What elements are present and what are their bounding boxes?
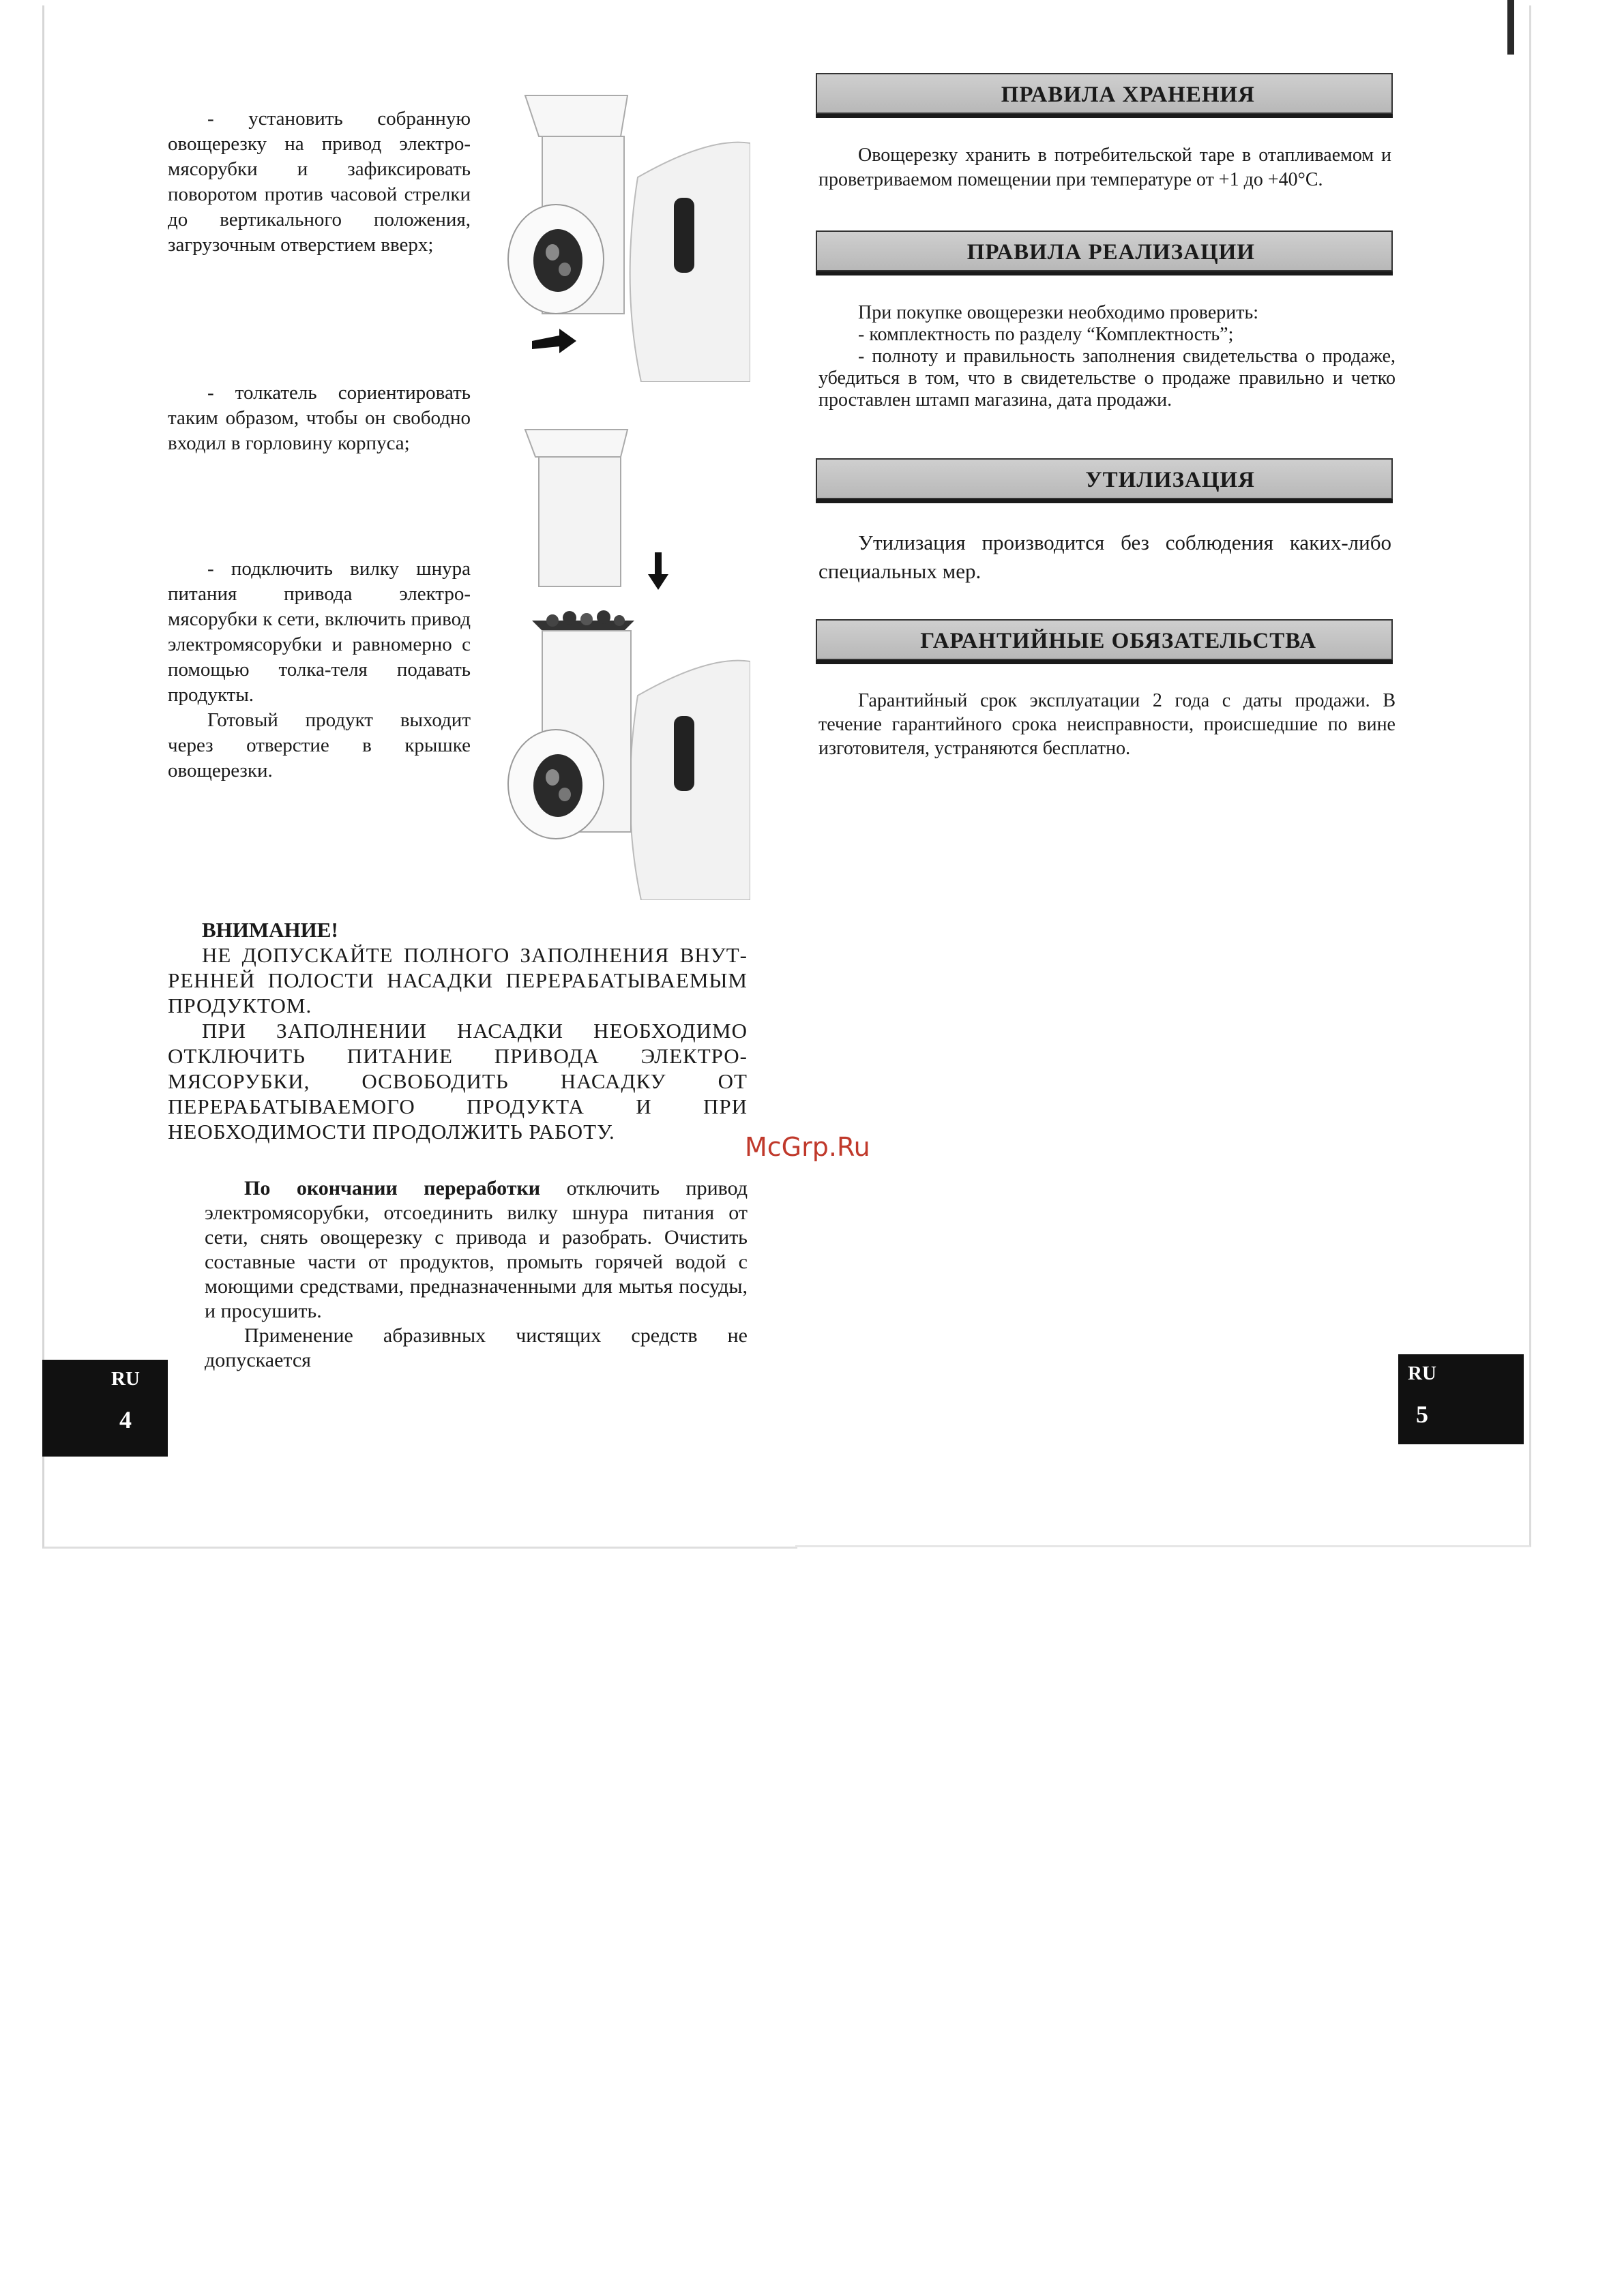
sales-text-block: [818, 302, 1396, 411]
warning-line-2: ПРИ ЗАПОЛНЕНИИ НАСАДКИ НЕОБХОДИМО ОТКЛЮЧИТЬ ПИТАНИЕ ПРИВОДА ЭЛЕКТРО-МЯСОРУБКИ, ОСВОБОДИТЬ НАСАДКУ ОТ ПЕРЕРАБАТЫВАЕМОГО ПРОДУКТА И ПРИ НЕОБХОДИМОСТИ ПРОДОЛЖИТЬ РАБОТУ.: [168, 1019, 748, 1144]
cleaning-lead: По окончании переработки: [244, 1177, 541, 1199]
warning-title: ВНИМАНИЕ!: [202, 918, 338, 942]
step-pusher: - толкатель сориентировать таким образом, чтобы он свободно входил в горловину корпуса;: [168, 382, 471, 454]
page-badge-left: [42, 1360, 168, 1457]
pusher-illustration: [518, 423, 675, 593]
step-pusher-text: [168, 381, 471, 456]
warranty-heading: ГАРАНТИЙНЫЕ ОБЯЗАТЕЛЬСТВА: [816, 619, 1393, 660]
cleaning-block: [205, 1176, 748, 1373]
step-power-result: Готовый продукт выходит через отверстие в крышке овощерезки.: [168, 709, 471, 781]
slicer-operating-illustration: [505, 600, 750, 900]
step-install-text: [168, 106, 471, 258]
disposal-heading: УТИЛИЗАЦИЯ: [816, 458, 1393, 499]
disposal-text: Утилизация производится без соблюдения каких-либо специальных мер.: [818, 531, 1391, 583]
abrasive-note: Применение абразивных чистящих средств не допускается: [205, 1324, 748, 1371]
step-install: - установить собранную овощерезку на привод электро-мясорубки и зафиксировать поворотом против часовой стрелки до вертикального положения, загрузочным отверстием вверх;: [168, 108, 471, 256]
step-power: - подключить вилку шнура питания привода электро-мясорубки к сети, включить привод электромясорубки и равномерно с помощью толка-теля подавать продукты.: [168, 558, 471, 706]
right-arrow-icon: [532, 329, 576, 353]
scan-edge-mark: [1507, 0, 1514, 55]
page-number: 4: [119, 1406, 132, 1433]
step-power-text: [168, 556, 471, 784]
storage-heading: ПРАВИЛА ХРАНЕНИЯ: [816, 73, 1393, 114]
sales-heading: ПРАВИЛА РЕАЛИЗАЦИИ: [816, 230, 1393, 271]
storage-text-block: [818, 143, 1391, 192]
slicer-mounted-illustration: [505, 82, 750, 382]
page-badge-lang: RU: [111, 1368, 140, 1390]
warranty-text: Гарантийный срок эксплуатации 2 года с даты продажи. В течение гарантийного срока неисправности, происшедшие по вине изготовителя, устраняются бесплатно.: [818, 690, 1396, 759]
page-number: 5: [1416, 1401, 1428, 1428]
sales-item-2: - полноту и правильность заполнения свидетельства о продаже, убедиться в том, что в свидетельстве о продаже правильно и четко проставлен штамп магазина, дата продажи.: [818, 346, 1396, 411]
warning-block: [168, 917, 748, 1144]
watermark-text: McGrp.Ru: [745, 1132, 870, 1162]
page-badge-lang: RU: [1408, 1362, 1436, 1384]
sales-intro: При покупке овощерезки необходимо проверить:: [858, 302, 1259, 323]
page-badge-right: [1398, 1354, 1524, 1444]
cleaning-text: отключить привод электромясорубки, отсоединить вилку шнура питания от сети, снять овощерезку с привода и разобрать. Очистить составные части от продуктов, промыть горячей водой с моющими средствами, предназначенными для мытья посуды, и просушить.: [205, 1177, 748, 1322]
storage-text: Овощерезку хранить в потребительской таре в отапливаемом и проветриваемом помещении при температуре от +1 до +40°С.: [818, 145, 1391, 190]
disposal-text-block: [818, 528, 1391, 586]
down-arrow-icon: [655, 552, 662, 576]
sales-item-1: - комплектность по разделу “Комплектность”;: [858, 324, 1234, 345]
warranty-text-block: [818, 689, 1396, 760]
warning-line-1: НЕ ДОПУСКАЙТЕ ПОЛНОГО ЗАПОЛНЕНИЯ ВНУТ-РЕННЕЙ ПОЛОСТИ НАСАДКИ ПЕРЕРАБАТЫВАЕМЫМ ПРОДУКТОМ.: [168, 943, 748, 1017]
